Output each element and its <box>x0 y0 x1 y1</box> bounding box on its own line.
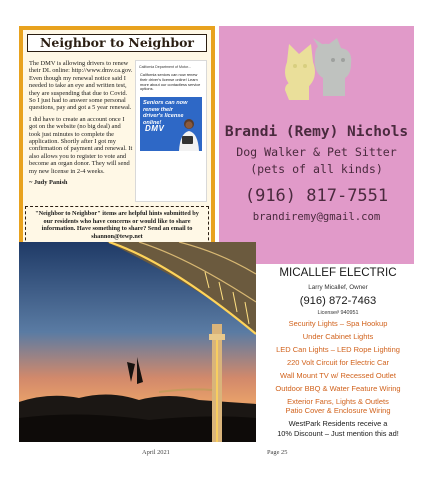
page-number: Page 25 <box>267 449 288 456</box>
phone-number: (916) 872-7463 <box>299 295 377 307</box>
company-name: MICALLEF ELECTRIC <box>279 266 397 279</box>
dmv-post-header: California Department of Motor... <box>139 65 191 69</box>
dmv-banner-text: Seniors can now renew their driver's license online! <box>143 100 188 126</box>
service-note: (pets of all kinds) <box>250 162 383 176</box>
service-item: LED Can Lights – LED Rope Lighting <box>276 345 400 354</box>
service-item: Patio Cover & Enclosure Wiring <box>285 406 391 415</box>
issue-date: April 2021 <box>142 449 170 456</box>
owner-name: Brandi (Remy) Nichols <box>224 124 409 140</box>
neighbor-title: Neighbor to Neighbor <box>27 34 207 52</box>
service-description: Dog Walker & Pet Sitter <box>236 145 397 159</box>
service-item: Outdoor BBQ & Water Feature Wiring <box>275 384 401 393</box>
service-item: 220 Volt Circuit for Electric Car <box>286 358 390 367</box>
article-signature: ~ Judy Panish <box>29 179 68 187</box>
neighbor-article <box>29 60 133 191</box>
person-with-tablet-icon <box>175 117 201 151</box>
discount-line: WestPark Residents receive a <box>288 419 388 428</box>
cat-and-dog-logo <box>279 34 361 104</box>
phone-number: (916) 817-7551 <box>244 186 389 206</box>
article-paragraph: The DMV is allowing drivers to renew their DL online: http://www.dmv.ca.gov. Even though my renewal notice said I needed to take an eye and written test, they are suspending that due to Covid. So I just had to answer some personal questions, pay and got a 5 year renewal. <box>29 60 133 112</box>
neighbor-submission-note: "Neighbor to Neighbor" items are helpful hints submitted by our residents who have concerns or would like to share information. Have something to share? Send an email to shannon@tewp.net <box>25 206 209 256</box>
patio-sunset-photo <box>19 242 256 442</box>
pet-sitter-ad <box>219 26 414 264</box>
service-item: Under Cabinet Lights <box>302 332 374 341</box>
service-item: Exterior Fans, Lights & Outlets <box>287 397 389 406</box>
email-address: brandiremy@gmail.com <box>252 211 381 223</box>
neighbor-panel-inner <box>23 30 211 260</box>
service-item: Security Lights – Spa Hookup <box>288 319 388 328</box>
dmv-post-text: California seniors can now renew their driver's license online! Learn more about our contactless service options. <box>140 72 201 92</box>
dmv-social-post <box>135 60 207 202</box>
discount-line: 10% Discount – Just mention this ad! <box>277 429 399 438</box>
license-number: License# 940951 <box>317 310 359 316</box>
electrician-ad <box>261 266 415 446</box>
service-item: Wall Mount TV w/ Recessed Outlet <box>280 371 396 380</box>
owner-line: Larry Micallef, Owner <box>308 284 368 291</box>
article-paragraph: I did have to create an account once I got on the website (no big deal) and took just minutes to complete the application. Shortly after I got my confirmation of payment and renewal. It also allows you to register to vote and become an organ donor. They will send my new license in 2-4 weeks. <box>29 115 133 175</box>
neighbor-to-neighbor-panel <box>19 26 215 264</box>
dmv-logo: DMV <box>145 124 165 133</box>
dmv-banner-image <box>140 97 202 151</box>
